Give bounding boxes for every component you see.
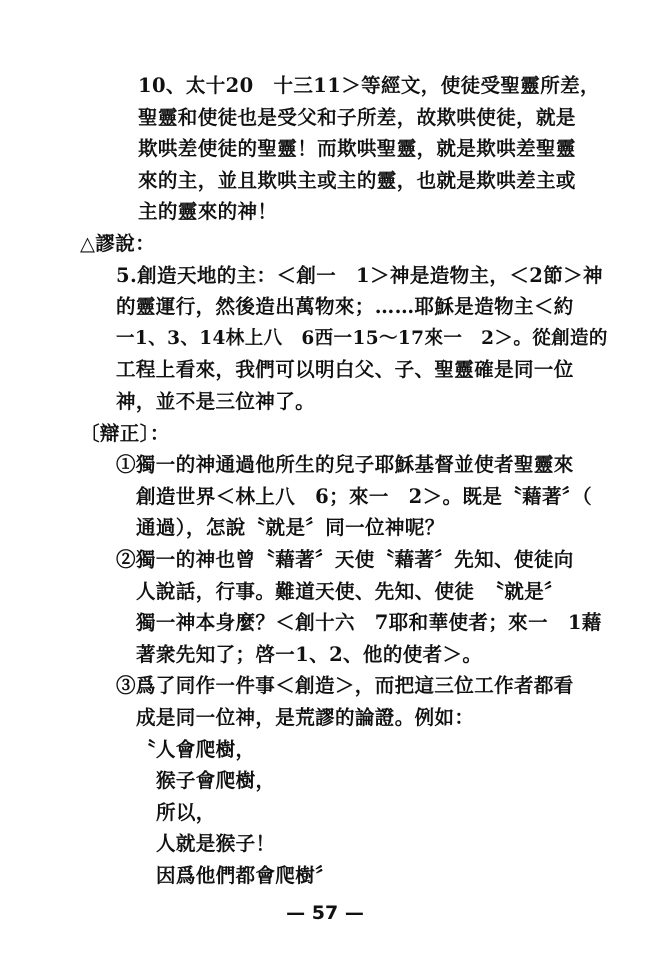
text-line: 10、太十20 十三11＞等經文，使徒受聖靈所差， xyxy=(138,74,600,97)
text-line: 5.創造天地的主：＜創一 1＞神是造物主，＜2節＞神 xyxy=(116,263,603,287)
example-line: 〝人會爬樹， xyxy=(136,737,256,761)
example-line: 猴子會爬樹， xyxy=(156,769,276,793)
example-line: 所以， xyxy=(156,800,216,824)
text-line: 工程上看來，我們可以明白父、子、聖靈確是同一位 xyxy=(116,358,574,382)
text-line: 一1、3、14林上八 6西一15～17來一 2＞。從創造的 xyxy=(116,327,608,349)
example-line: 人就是猴子！ xyxy=(156,832,276,856)
text-line: 聖靈和使徒也是受父和子所差，故欺哄使徒，就是 xyxy=(138,105,576,129)
section-heading-rebuttal: 〔辯正〕： xyxy=(80,421,170,445)
section-heading-claim: △謬說： xyxy=(80,232,156,255)
text-line: ②獨一的神也曾〝藉著〞天使〝藉著〞先知、使徒向 xyxy=(116,548,574,571)
text-line: 人說話，行事。難道天使、先知、使徒 〝就是〞 xyxy=(136,579,565,603)
text-line: 來的主，並且欺哄主或主的靈，也就是欺哄差主或 xyxy=(138,168,576,192)
text-line: 獨一神本身麼？＜創十六 7耶和華使者；來一 1藉 xyxy=(136,611,602,635)
text-line: ①獨一的神通過他所生的兒子耶穌基督並使者聖靈來 xyxy=(116,453,574,477)
text-line: ③爲了同作一件事＜創造＞，而把這三位工作者都看 xyxy=(116,674,574,698)
text-line: 創造世界＜林上八 6；來一 2＞。既是〝藉著〞（ xyxy=(136,484,592,508)
text-line: 通過），怎說〝就是〞同一位神呢？ xyxy=(136,516,445,540)
text-line: 主的靈來的神！ xyxy=(138,200,278,224)
page-number: — 57 — xyxy=(286,902,364,924)
text-line: 著衆先知了；啓一1、2、他的使者＞。 xyxy=(136,642,483,666)
text-line: 神，並不是三位神了。 xyxy=(116,390,316,413)
text-line: 的靈運行，然後造出萬物來；……耶穌是造物主＜約 xyxy=(116,295,574,319)
text-line: 欺哄差使徒的聖靈！而欺哄聖靈，就是欺哄差聖靈 xyxy=(138,137,576,161)
example-line: 因爲他們都會爬樹〞 xyxy=(156,864,336,887)
text-line: 成是同一位神，是荒謬的論證。例如： xyxy=(136,706,475,729)
